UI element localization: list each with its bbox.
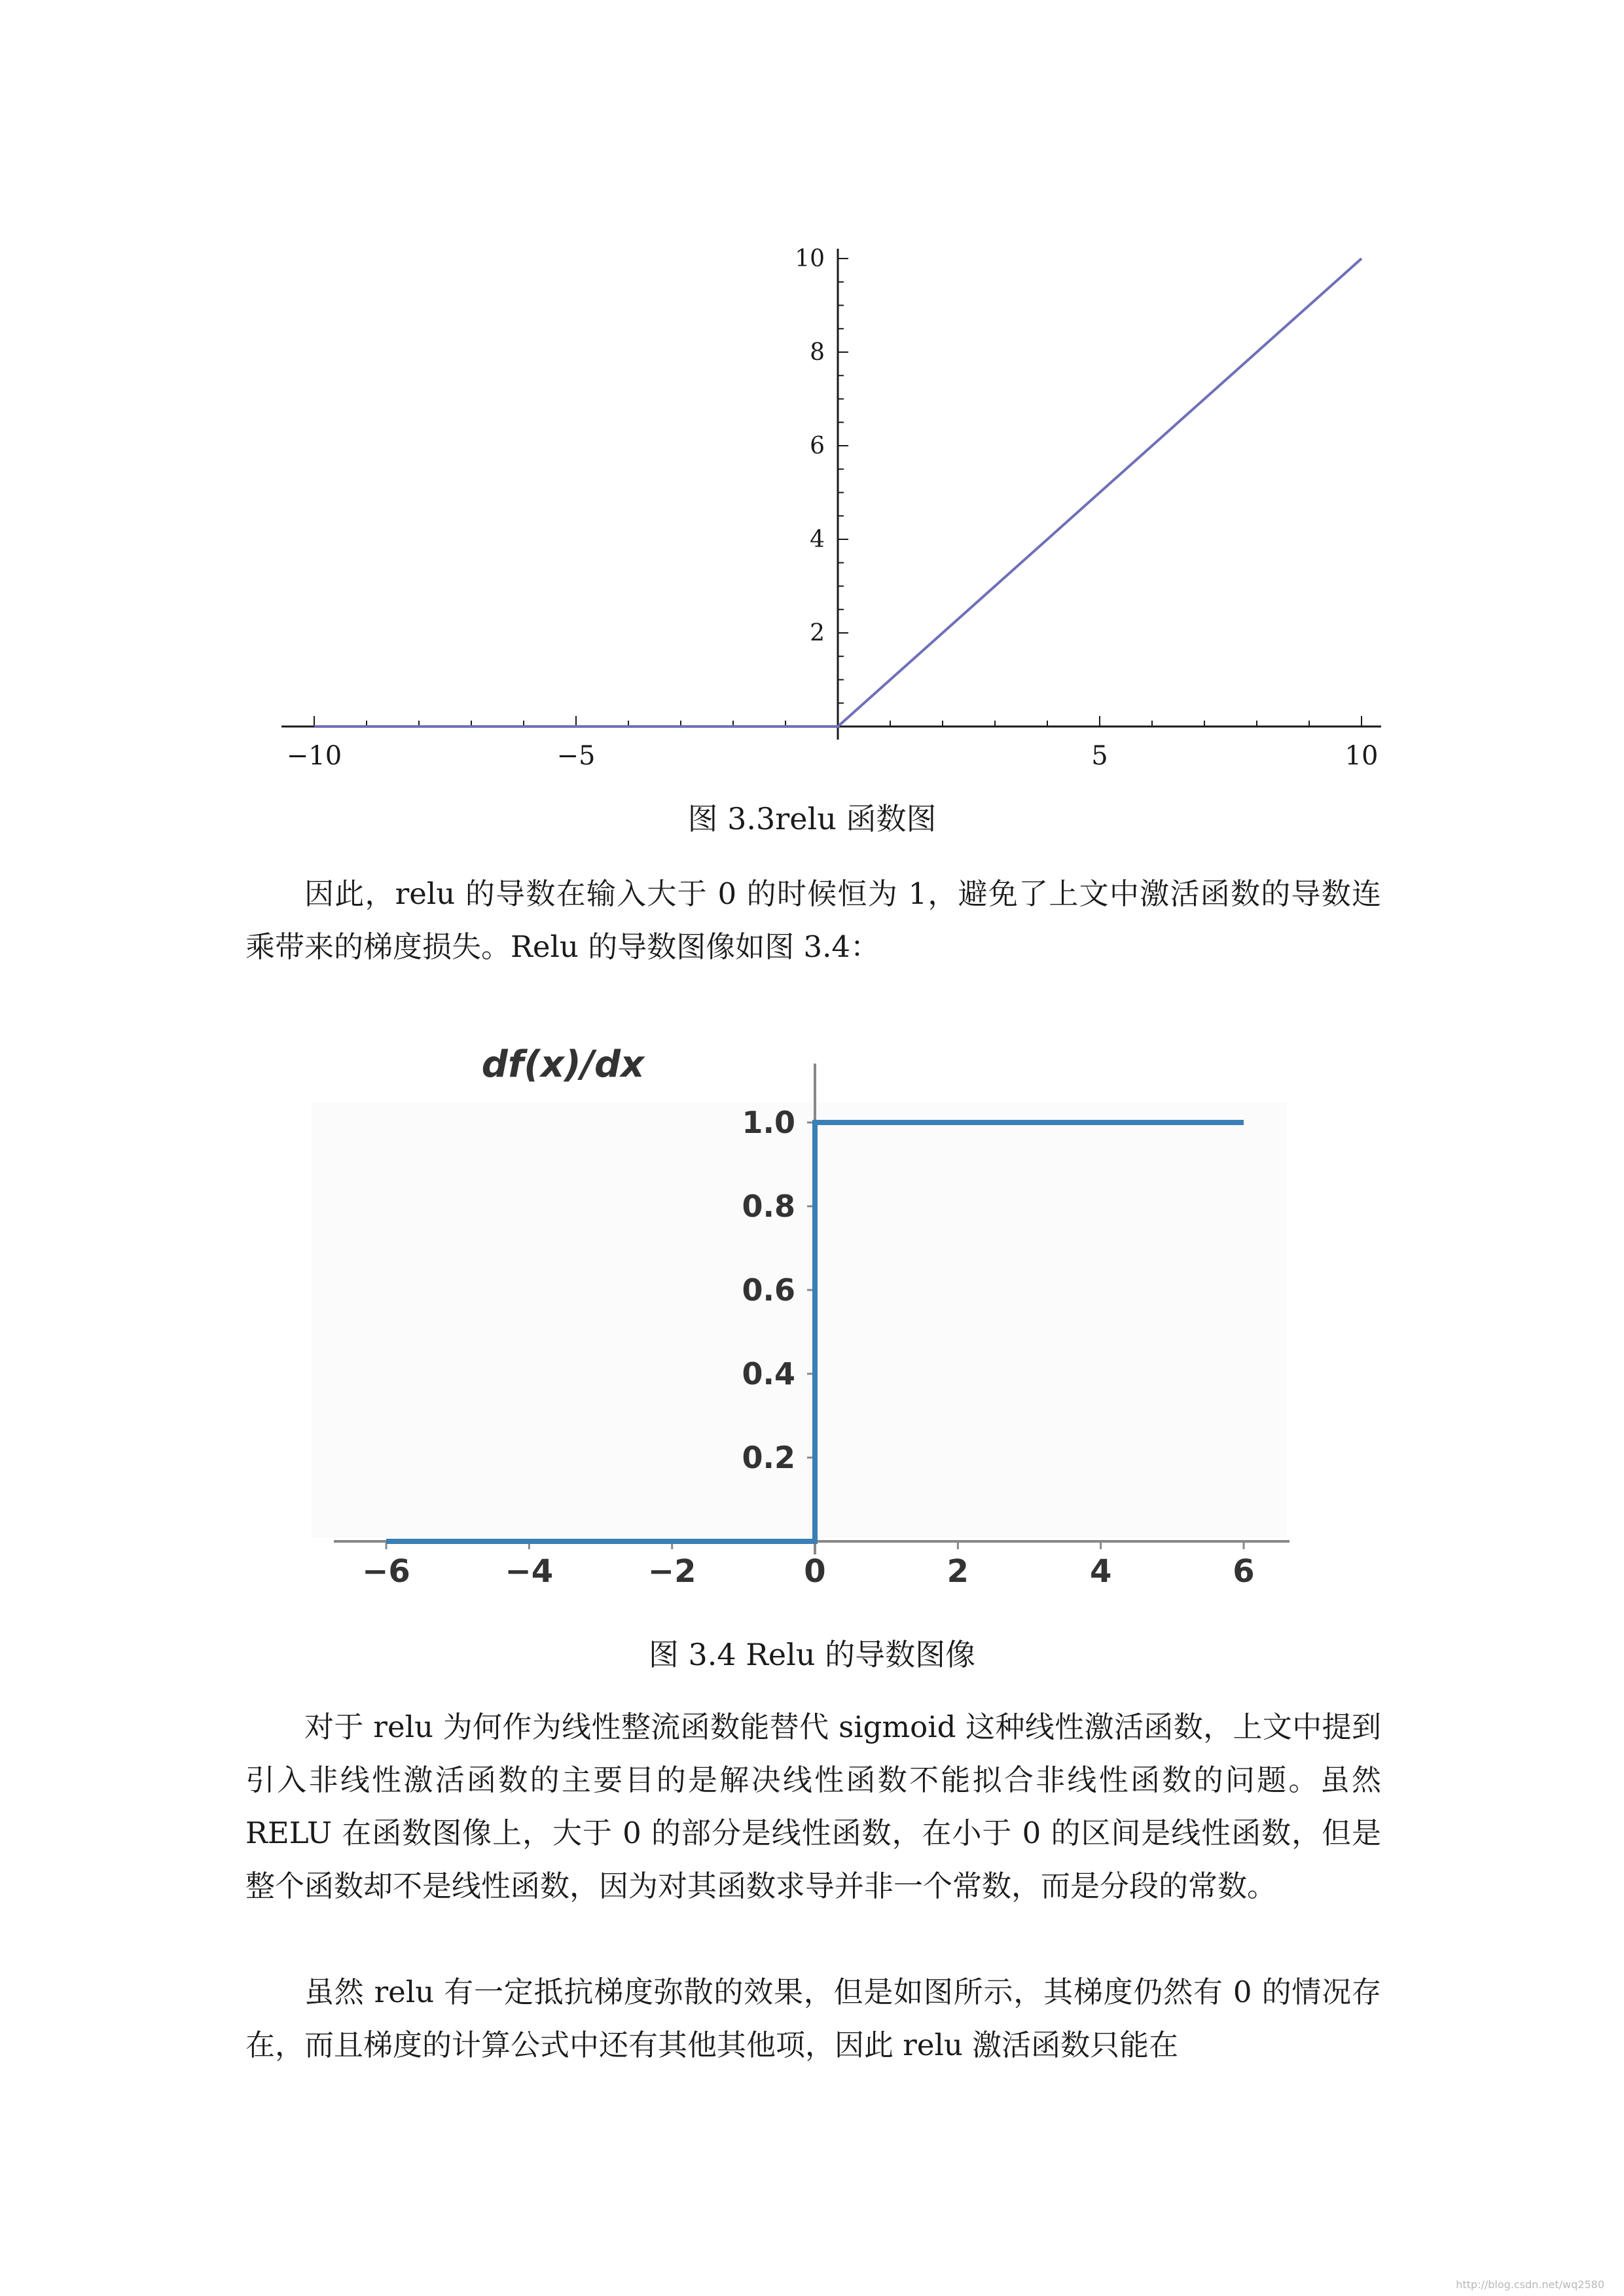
figure2-caption: 图 3.4 Relu 的导数图像 [648, 1637, 976, 1672]
y-tick-label: 1.0 [742, 1105, 795, 1140]
y-tick-label: 2 [810, 620, 825, 647]
watermark-text: http://blog.csdn.net/wq2580 [1456, 2278, 1604, 2291]
y-tick-label: 0.2 [742, 1440, 795, 1475]
y-tick-label: 0.6 [742, 1272, 795, 1308]
y-tick-label: 8 [810, 339, 825, 366]
paragraph-2: 对于 relu 为何作为线性整流函数能替代 sigmoid 这种线性激活函数，上文中提到引入非线性激活函数的主要目的是解决线性函数不能拟合非线性函数的问题。虽然 RELU 在函数图像上，大于 0 的部分是线性函数，在小于 0 的区间是线性函数，但是整个函数却不是线性函数，因为对其函数求导并非一个常数，而是分段的常数。 [245, 1710, 1381, 1903]
x-tick-label: −10 [286, 741, 342, 771]
y-tick-label: 6 [810, 433, 825, 459]
relu-derivative-chart [308, 1024, 1316, 1600]
paragraph-1: 因此，relu 的导数在输入大于 0 的时候恒为 1，避免了上文中激活函数的导数连乘带来的梯度损失。Relu 的导数图像如图 3.4： [245, 876, 1381, 964]
x-tick-label: 10 [1344, 741, 1379, 771]
figure1-caption: 图 3.3relu 函数图 [687, 801, 937, 836]
plot-background [312, 1103, 1287, 1538]
x-tick-label: −5 [556, 741, 596, 771]
x-tick-label: 6 [1233, 1553, 1255, 1590]
x-tick-label: 4 [1089, 1553, 1112, 1590]
y-tick-label: 4 [810, 526, 825, 553]
paragraph-3: 虽然 relu 有一定抵抗梯度弥散的效果，但是如图所示，其梯度仍然有 0 的情况存在，而且梯度的计算公式中还有其他其他项，因此 relu 激活函数只能在 [245, 1975, 1381, 2062]
x-tick-label: −2 [647, 1553, 696, 1590]
x-tick-label: −6 [362, 1553, 410, 1590]
x-tick-label: −4 [505, 1553, 554, 1590]
y-tick-label: 0.8 [742, 1189, 795, 1224]
x-tick-label: 2 [947, 1553, 969, 1590]
x-tick-label: 5 [1091, 741, 1108, 771]
x-tick-label: 0 [804, 1553, 826, 1590]
y-tick-label: 10 [795, 245, 825, 272]
y-axis-title: df(x)/dx [481, 1043, 645, 1086]
y-tick-label: 0.4 [742, 1356, 795, 1391]
relu-function-chart [255, 239, 1407, 782]
